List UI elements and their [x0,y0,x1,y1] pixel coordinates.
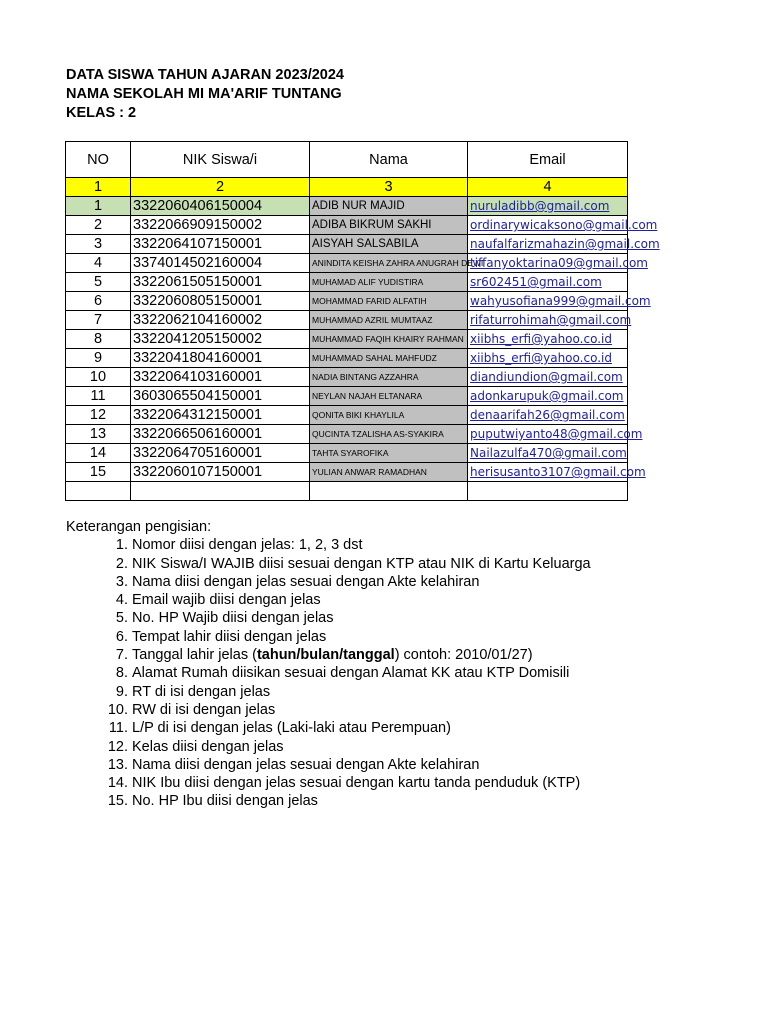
table-row [66,216,628,235]
column-index: 3 [310,178,468,197]
instruction-number: 8. [115,665,128,682]
instruction-item [66,664,591,682]
row-nik: 3322064705160001 [131,444,310,463]
instruction-text: Nama diisi dengan jelas sesuai dengan Akte kelahiran [132,573,480,590]
table-row [66,349,628,368]
instruction-item [66,738,591,756]
row-no: 13 [66,425,131,444]
table-header-row [66,142,628,178]
row-no: 10 [66,368,131,387]
row-nik: 3322064107150001 [131,235,310,254]
row-nama: MUHAMMAD SAHAL MAHFUDZ [310,349,468,368]
row-email[interactable]: tiffanyoktarina09@gmail.com [468,254,628,273]
document-header [66,66,344,123]
row-nik: 3374014502160004 [131,254,310,273]
instruction-text: Nama diisi dengan jelas sesuai dengan Akte kelahiran [132,756,480,773]
instruction-text: RW di isi dengan jelas [132,701,276,718]
table-row [66,254,628,273]
instruction-number: 4. [115,592,128,609]
instruction-number: 3. [115,573,128,590]
instruction-text: L/P di isi dengan jelas (Laki-laki atau Perempuan) [132,720,451,737]
column-index: 4 [468,178,628,197]
row-nama: ADIBA BIKRUM SAKHI [310,216,468,235]
table-row [66,292,628,311]
instruction-item [66,756,591,774]
instruction-text: No. HP Wajib diisi dengan jelas [132,610,334,627]
instruction-text: No. HP Ibu diisi dengan jelas [132,793,318,810]
row-nama: MUHAMMAD AZRIL MUMTAAZ [310,311,468,330]
instructions-list [66,536,591,810]
instruction-item [66,609,591,627]
instruction-item [66,536,591,554]
instruction-number: 15. [107,793,128,810]
table-row [66,387,628,406]
instruction-number: 6. [115,628,128,645]
table-row [66,444,628,463]
column-header-email: Email [468,142,628,178]
row-nama: MUHAMMAD FAQIH KHAIRY RAHMAN [310,330,468,349]
instruction-number: 12. [107,738,128,755]
row-nik: 3322066506160001 [131,425,310,444]
instruction-text-part: ) contoh: 2010/01/27) [394,647,533,664]
row-email[interactable]: herisusanto3107@gmail.com [468,463,628,482]
row-nama: AISYAH SALSABILA [310,235,468,254]
instruction-text: Alamat Rumah diisikan sesuai dengan Alamat KK atau KTP Domisili [132,665,570,682]
row-nama: TAHTA SYAROFIKA [310,444,468,463]
column-index-row [66,178,628,197]
column-header-no: NO [66,142,131,178]
student-table [65,141,660,501]
row-nik: 3322041804160001 [131,349,310,368]
header-class: KELAS : 2 [66,105,137,121]
row-nama: QUCINTA TZALISHA AS-SYAKIRA [310,425,468,444]
table-row [66,273,628,292]
empty-cell [468,482,628,501]
table-row [66,368,628,387]
row-email[interactable]: nuruladibb@gmail.com [468,197,628,216]
instruction-text: NIK Ibu diisi dengan jelas sesuai dengan kartu tanda penduduk (KTP) [132,775,581,792]
row-email[interactable]: wahyusofiana999@gmail.com [468,292,628,311]
row-email[interactable]: adonkarupuk@gmail.com [468,387,628,406]
row-no: 15 [66,463,131,482]
instruction-item [66,646,591,664]
row-nama: YULIAN ANWAR RAMADHAN [310,463,468,482]
row-no: 2 [66,216,131,235]
row-no: 3 [66,235,131,254]
instruction-number: 5. [115,610,128,627]
header-title: DATA SISWA TAHUN AJARAN 2023/2024 [66,67,344,83]
instruction-number: 7. [115,647,128,664]
row-nik: 3322066909150002 [131,216,310,235]
table-row [66,311,628,330]
row-email[interactable]: xiibhs_erfi@yahoo.co.id [468,330,628,349]
row-no: 14 [66,444,131,463]
instruction-item [66,591,591,609]
row-nama: MOHAMMAD FARID ALFATIH [310,292,468,311]
instruction-item [66,701,591,719]
instruction-number: 10. [107,701,128,718]
instruction-number: 2. [115,555,128,572]
instruction-text-bold: tahun/bulan/tanggal [256,647,395,664]
instruction-item [66,719,591,737]
row-email[interactable]: rifaturrohimah@gmail.com [468,311,628,330]
instruction-text: Tempat lahir diisi dengan jelas [132,628,327,645]
instruction-text: RT di isi dengan jelas [132,683,271,700]
instruction-item [66,792,591,810]
row-no: 11 [66,387,131,406]
row-nik: 3322060406150004 [131,197,310,216]
row-no: 1 [66,197,131,216]
row-no: 9 [66,349,131,368]
row-nik: 3322060805150001 [131,292,310,311]
column-index: 2 [131,178,310,197]
instruction-item [66,628,591,646]
instruction-item [66,555,591,573]
row-nik: 3322064312150001 [131,406,310,425]
row-no: 7 [66,311,131,330]
row-no: 12 [66,406,131,425]
row-email[interactable]: ordinarywicaksono@gmail.com [468,216,628,235]
empty-cell [310,482,468,501]
empty-cell [131,482,310,501]
table-row [66,197,628,216]
table-row [66,330,628,349]
table-row [66,425,628,444]
row-no: 5 [66,273,131,292]
instruction-text: NIK Siswa/I WAJIB diisi sesuai dengan KTP atau NIK di Kartu Keluarga [132,555,591,572]
row-nik: 3322060107150001 [131,463,310,482]
instruction-text: Email wajib diisi dengan jelas [132,592,321,609]
instructions-title: Keterangan pengisian: [66,519,212,535]
row-email[interactable]: xiibhs_erfi@yahoo.co.id [468,349,628,368]
instruction-text: Nomor diisi dengan jelas: 1, 2, 3 dst [132,537,363,554]
instructions [66,518,591,811]
table-row [66,406,628,425]
instruction-text-part: Tanggal lahir jelas ( [132,647,257,664]
row-nik: 3322062104160002 [131,311,310,330]
row-email[interactable]: denaarifah26@gmail.com [468,406,628,425]
row-nama: MUHAMAD ALIF YUDISTIRA [310,273,468,292]
row-nik: 3322061505150001 [131,273,310,292]
instruction-number: 1. [115,537,128,554]
row-nik: 3322064103160001 [131,368,310,387]
instruction-number: 14. [107,775,128,792]
column-index: 1 [66,178,131,197]
table-row [66,463,628,482]
row-no: 6 [66,292,131,311]
instruction-item [66,683,591,701]
row-nama: ADIB NUR MAJID [310,197,468,216]
row-nama: NEYLAN NAJAH ELTANARA [310,387,468,406]
column-header-nama: Nama [310,142,468,178]
table-row-empty [66,482,628,501]
row-email[interactable]: Nailazulfa470@gmail.com [468,444,628,463]
instruction-text: Kelas diisi dengan jelas [132,738,284,755]
instruction-text [132,647,533,663]
table-row [66,235,628,254]
row-email[interactable]: sr602451@gmail.com [468,273,628,292]
row-nik: 3322041205150002 [131,330,310,349]
header-school-name: NAMA SEKOLAH MI MA'ARIF TUNTANG [66,86,342,102]
row-nama: NADIA BINTANG AZZAHRA [310,368,468,387]
instruction-number: 9. [115,683,128,700]
instruction-number: 11. [108,720,128,737]
column-header-nik: NIK Siswa/i [131,142,310,178]
row-nik: 3603065504150001 [131,387,310,406]
row-nama: ANINDITA KEISHA ZAHRA ANUGRAH DEWI [310,254,468,273]
row-email[interactable]: naufalfarizmahazin@gmail.com [468,235,628,254]
instruction-number: 13. [107,756,128,773]
instruction-item [66,774,591,792]
row-no: 4 [66,254,131,273]
empty-cell [66,482,131,501]
row-nama: QONITA BIKI KHAYLILA [310,406,468,425]
instruction-item [66,573,591,591]
row-no: 8 [66,330,131,349]
row-email[interactable]: puputwiyanto48@gmail.com [468,425,628,444]
row-email[interactable]: diandiundion@gmail.com [468,368,628,387]
